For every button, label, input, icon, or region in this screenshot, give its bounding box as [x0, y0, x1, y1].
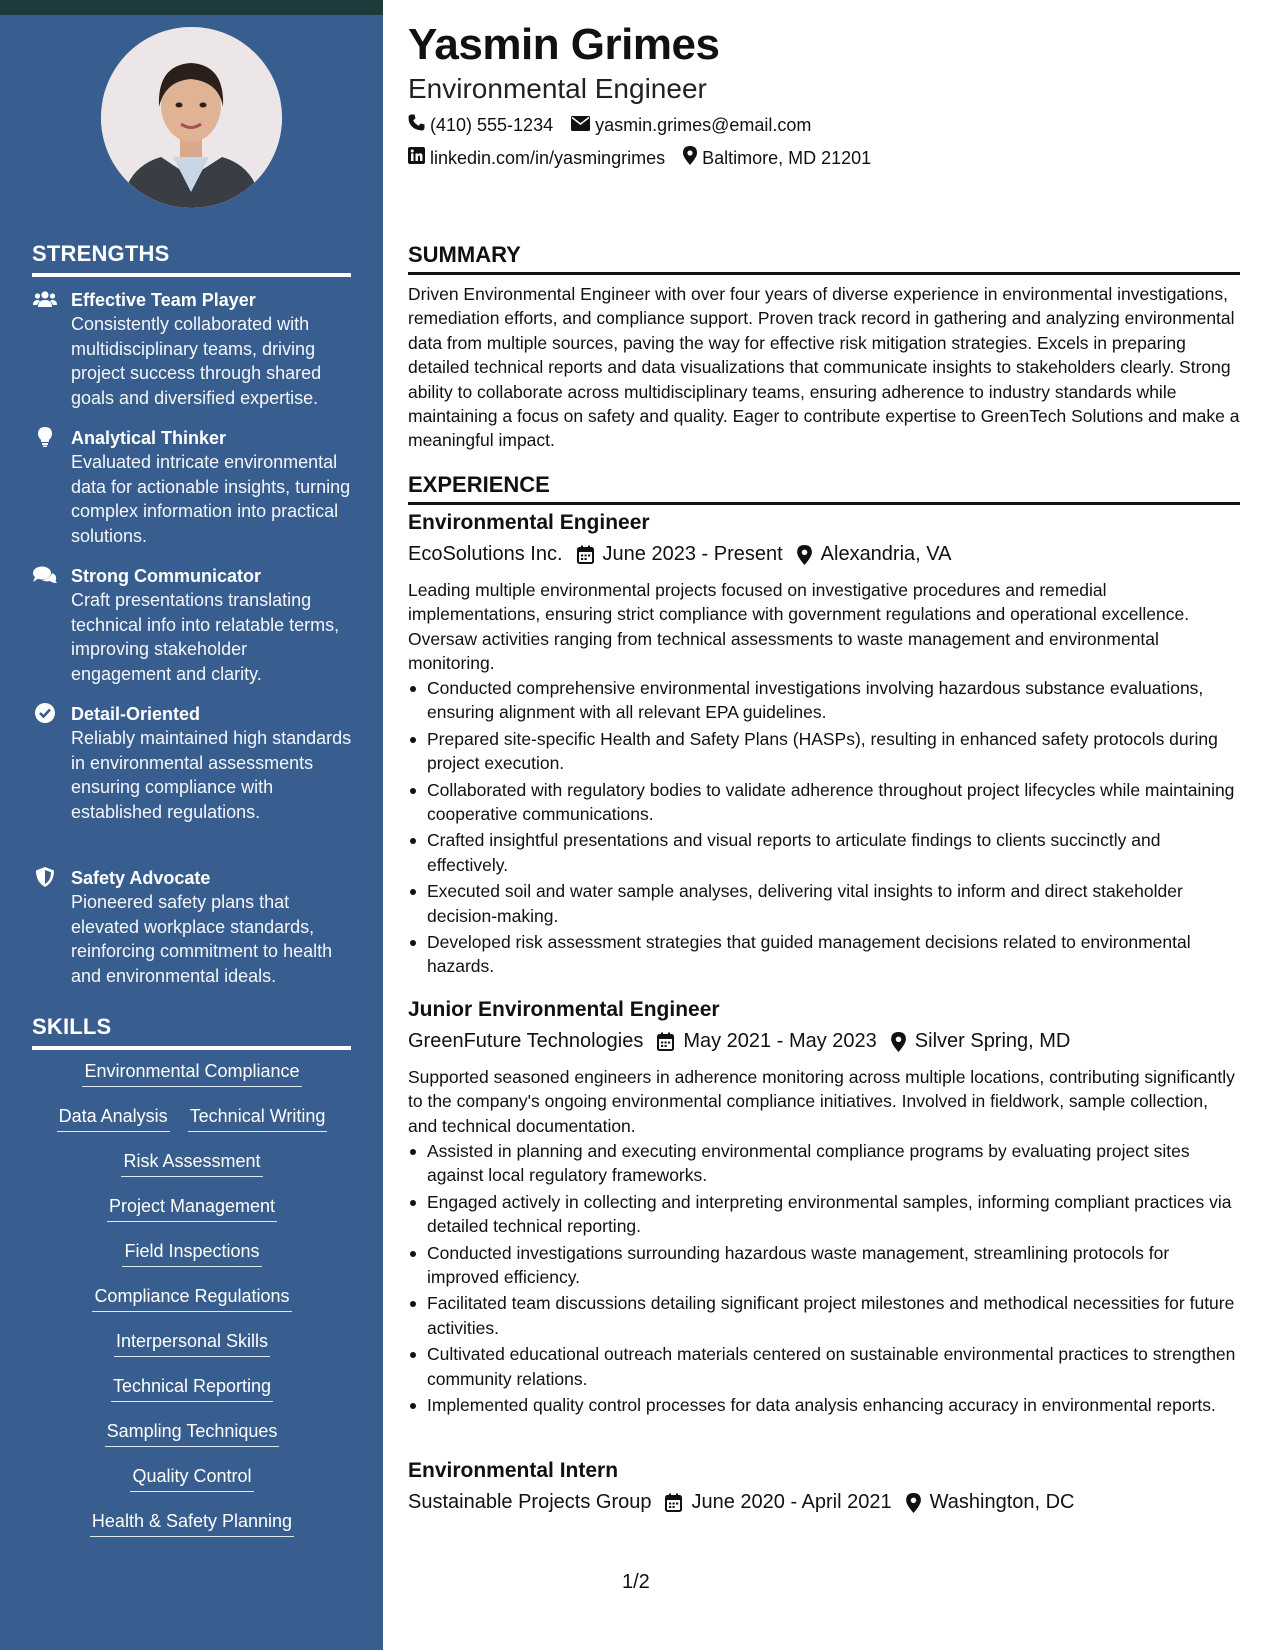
phone-contact[interactable]: [408, 114, 553, 136]
list-item: Collaborated with regulatory bodies to validate adherence throughout project lifecycles while maintaining cooperative communications.: [408, 778, 1240, 827]
list-item: Prepared site-specific Health and Safety Plans (HASPs), resulting in enhanced safety protocols during project execution.: [408, 727, 1240, 776]
strength-description: Reliably maintained high standards in environmental assessments ensuring compliance with established regulations.: [71, 728, 352, 822]
job-location: Washington, DC: [929, 1491, 1075, 1513]
phone-icon: [408, 114, 425, 136]
sidebar: [0, 0, 383, 1650]
job-location: Alexandria, VA: [820, 543, 952, 565]
skill-tag: Risk Assessment: [121, 1148, 262, 1177]
lightbulb-icon: [32, 426, 58, 448]
contact-row: [408, 114, 811, 136]
company-name: Sustainable Projects Group: [408, 1491, 652, 1513]
skill-tag: Technical Writing: [188, 1103, 328, 1132]
strength-title: Detail-Oriented: [71, 704, 201, 724]
calendar-icon: [577, 545, 594, 564]
skill-tag: Quality Control: [130, 1463, 253, 1492]
skill-tag: Project Management: [107, 1193, 277, 1222]
map-pin-icon: [906, 1493, 921, 1513]
strength-item: [32, 426, 352, 548]
strength-title: Strong Communicator: [71, 566, 262, 586]
shield-icon: [32, 866, 58, 888]
skill-tag: Interpersonal Skills: [114, 1328, 270, 1357]
strength-item: [32, 702, 352, 824]
skill-tag: Sampling Techniques: [105, 1418, 280, 1447]
phone-text: (410) 555-1234: [430, 114, 554, 135]
list-item: Conducted comprehensive environmental investigations involving hazardous substance evaluations, ensuring alignment with all relevant EPA guidelines.: [408, 676, 1240, 725]
contact-row: [408, 146, 871, 170]
job-description: Supported seasoned engineers in adherence monitoring across multiple locations, contributing significantly to the company's ongoing environmental compliance initiatives. Involved in fieldwork, sample collection, and technical documentation.: [408, 1067, 1235, 1136]
company-name: EcoSolutions Inc.: [408, 543, 563, 565]
strength-description: Evaluated intricate environmental data for actionable insights, turning complex information into practical solutions.: [71, 452, 351, 546]
strength-title: Analytical Thinker: [71, 428, 227, 448]
skill-tag: Environmental Compliance: [82, 1058, 301, 1087]
linkedin-icon: [408, 147, 425, 169]
strength-title: Safety Advocate: [71, 868, 211, 888]
job-location: Silver Spring, MD: [914, 1030, 1071, 1052]
calendar-icon: [657, 1032, 674, 1051]
skill-tag: Field Inspections: [122, 1238, 261, 1267]
strength-item: [32, 564, 352, 686]
check-circle-icon: [32, 702, 58, 724]
top-strip: [0, 0, 383, 15]
location-contact: [683, 146, 871, 170]
list-item: Cultivated educational outreach materials centered on sustainable environmental practices to strengthen community relations.: [408, 1342, 1240, 1391]
skill-tag: Compliance Regulations: [92, 1283, 291, 1312]
job-description: Leading multiple environmental projects focused on investigative procedures and remedial implementations, ensuring strict compliance with government regulations and operational excellence. Oversaw activities ranging from technical assessments to waste management and environmental monitoring.: [408, 580, 1190, 674]
strength-description: Consistently collaborated with multidisciplinary teams, driving project success through shared goals and diversified expertise.: [71, 314, 322, 408]
envelope-icon: [571, 115, 590, 136]
list-item: Engaged actively in collecting and interpreting environmental samples, informing compliant practices via detailed technical reporting.: [408, 1190, 1240, 1239]
strength-description: Pioneered safety plans that elevated workplace standards, reinforcing commitment to health and environmental ideals.: [71, 892, 333, 986]
job-bullets: [408, 1139, 1240, 1419]
job-dates: June 2020 - April 2021: [691, 1491, 892, 1513]
job-title: Environmental Intern: [408, 1459, 619, 1482]
job-dates: June 2023 - Present: [602, 543, 783, 565]
summary-heading: SUMMARY: [408, 242, 1240, 275]
job-meta: [408, 1030, 1070, 1053]
linkedin-text: linkedin.com/in/yasmingrimes: [430, 147, 666, 168]
map-pin-icon: [797, 545, 812, 565]
email-contact[interactable]: [571, 115, 811, 136]
strength-description: Craft presentations translating technical info into relatable terms, improving stakeholder engagement and clarity.: [71, 590, 340, 684]
calendar-icon: [665, 1493, 682, 1512]
profile-photo: [101, 27, 282, 208]
list-item: Conducted investigations surrounding hazardous waste management, streamlining protocols for improved efficiency.: [408, 1241, 1240, 1290]
skill-tag: Technical Reporting: [111, 1373, 273, 1402]
candidate-title: Environmental Engineer: [408, 73, 707, 104]
job-meta: [408, 543, 951, 566]
list-item: Crafted insightful presentations and visual reports to articulate findings to clients succinctly and effectively.: [408, 828, 1240, 877]
list-item: Assisted in planning and executing environmental compliance programs by evaluating project sites against local regulatory frameworks.: [408, 1139, 1240, 1188]
job-dates: May 2021 - May 2023: [683, 1030, 877, 1052]
list-item: Developed risk assessment strategies that guided management decisions related to environmental hazards.: [408, 930, 1240, 979]
map-pin-icon: [891, 1032, 906, 1052]
candidate-name: Yasmin Grimes: [408, 20, 720, 69]
list-item: Executed soil and water sample analyses, delivering vital insights to inform and direct stakeholder decision-making.: [408, 879, 1240, 928]
linkedin-contact[interactable]: [408, 147, 665, 169]
location-text: Baltimore, MD 21201: [702, 147, 872, 168]
list-item: Implemented quality control processes for data analysis enhancing accuracy in environmental reports.: [408, 1393, 1240, 1417]
job-bullets: [408, 676, 1240, 981]
page-number: 1/2: [622, 1571, 650, 1593]
list-item: Facilitated team discussions detailing significant project milestones and methodical necessities for future activities.: [408, 1291, 1240, 1340]
skills-list: [32, 1058, 352, 1553]
job-meta: [408, 1491, 1075, 1514]
skill-tag: Data Analysis: [57, 1103, 170, 1132]
skills-heading: SKILLS: [32, 1014, 351, 1050]
experience-heading: EXPERIENCE: [408, 472, 1240, 505]
strength-item: [32, 288, 352, 410]
email-text: yasmin.grimes@email.com: [595, 114, 812, 135]
comments-icon: [32, 564, 58, 586]
map-pin-icon: [683, 146, 697, 170]
company-name: GreenFuture Technologies: [408, 1030, 644, 1052]
summary-text: Driven Environmental Engineer with over four years of diverse experience in environmental investigations, remediation efforts, and compliance support. Proven track record in gathering and analyzing environmental data from multiple sources, paving the way for effective risk mitigation strategies. Excels in preparing detailed technical reports and data visualizations that communicate insights to stakeholders clearly. Strong ability to collaborate across multidisciplinary teams, ensuring adherence to industry standards while maintaining a focus on safety and quality. Eager to contribute expertise to GreenTech Solutions and make a meaningful impact.: [408, 284, 1240, 451]
users-icon: [32, 288, 58, 310]
strength-title: Effective Team Player: [71, 290, 256, 310]
strength-item: [32, 866, 352, 988]
skill-tag: Health & Safety Planning: [90, 1508, 294, 1537]
strengths-heading: STRENGTHS: [32, 241, 351, 277]
job-title: Junior Environmental Engineer: [408, 998, 720, 1021]
job-title: Environmental Engineer: [408, 511, 650, 534]
